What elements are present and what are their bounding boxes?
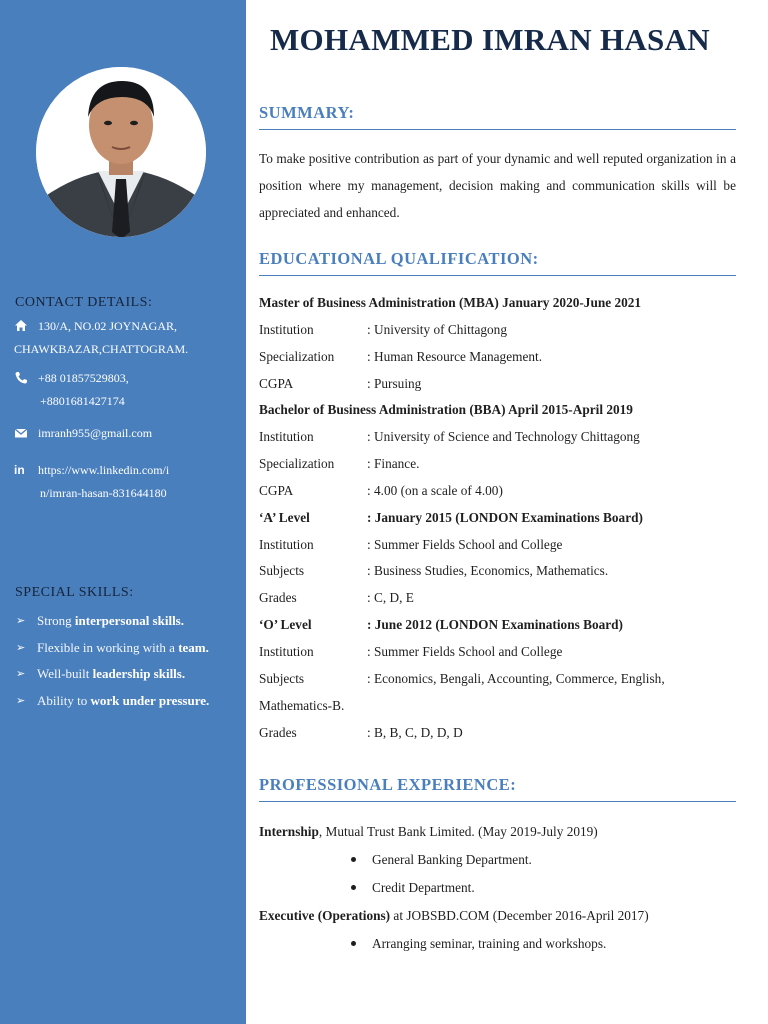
contact-heading: CONTACT DETAILS:: [15, 295, 153, 310]
portrait-image: [36, 67, 206, 237]
sidebar: [0, 0, 246, 1024]
home-icon: [14, 317, 32, 331]
skill-item: ➢ Flexible in working with a team.: [16, 635, 236, 662]
job-1-item: Credit Department.: [259, 874, 736, 902]
edu-row: Grades : C, D, E: [259, 590, 414, 606]
experience-heading: PROFESSIONAL EXPERIENCE:: [259, 775, 736, 802]
job-1-item: General Banking Department.: [259, 846, 736, 874]
arrow-bullet-icon: ➢: [16, 694, 26, 707]
linkedin-line-2[interactable]: n/imran-hasan-831644180: [40, 486, 167, 500]
candidate-name: MOHAMMED IMRAN HASAN: [270, 22, 710, 57]
address-line-2: CHAWKBAZAR,CHATTOGRAM.: [14, 342, 189, 356]
job-1: Internship, Mutual Trust Bank Limited. (May 2019-July 2019): [259, 824, 598, 839]
skills-heading: SPECIAL SKILLS:: [15, 585, 134, 600]
edu-row: Institution : Summer Fields School and College: [259, 643, 563, 659]
alevel-title: ‘A’ Level : January 2015 (LONDON Examinations Board): [259, 509, 643, 525]
bullet-dot-icon: [351, 941, 356, 946]
summary-text: To make positive contribution as part of your dynamic and well reputed organization in a position where my management, decision making and communication skills will be appreciated and enhanced.: [259, 151, 736, 220]
job-2-item: Arranging seminar, training and workshops.: [259, 930, 736, 958]
edu-row: Specialization : Human Resource Management.: [259, 348, 543, 364]
contact-email: [14, 422, 234, 445]
edu-row: Grades : B, B, C, D, D, D: [259, 724, 463, 740]
phone-icon: [14, 369, 32, 383]
skill-item: ➢ Well-built leadership skills.: [16, 661, 236, 688]
arrow-bullet-icon: ➢: [16, 641, 26, 654]
edu-row: CGPA : 4.00 (on a scale of 4.00): [259, 482, 503, 498]
mba-title: Master of Business Administration (MBA) January 2020-June 2021: [259, 295, 642, 310]
phone-number-1[interactable]: +88 01857529803,: [38, 371, 129, 385]
contact-address: [14, 315, 234, 361]
olevel-title: ‘O’ Level : June 2012 (LONDON Examinations Board): [259, 617, 623, 633]
edu-row: Subjects : Economics, Bengali, Accounting, Commerce, English,: [259, 670, 665, 686]
contact-linkedin: [14, 459, 234, 505]
edu-row: Specialization : Finance.: [259, 456, 420, 472]
edu-row: Institution : University of Chittagong: [259, 321, 507, 337]
edu-row: Institution : Summer Fields School and College: [259, 536, 563, 552]
edu-row: Institution : University of Science and Technology Chittagong: [259, 429, 640, 445]
svg-text:in: in: [14, 463, 25, 476]
education-heading: EDUCATIONAL QUALIFICATION:: [259, 249, 736, 276]
bullet-dot-icon: [351, 885, 356, 890]
bba-title: Bachelor of Business Administration (BBA) April 2015-April 2019: [259, 402, 633, 418]
linkedin-icon: [14, 461, 32, 475]
edu-row: Subjects : Business Studies, Economics, Mathematics.: [259, 563, 609, 579]
skill-item: ➢ Ability to work under pressure.: [16, 688, 236, 715]
experience-section: [259, 818, 736, 958]
linkedin-line-1[interactable]: https://www.linkedin.com/i: [38, 463, 170, 477]
skill-item: ➢ Strong interpersonal skills.: [16, 608, 236, 635]
contact-phone: [14, 367, 234, 413]
arrow-bullet-icon: ➢: [16, 615, 26, 627]
phone-number-2[interactable]: +8801681427174: [40, 394, 125, 408]
email-link[interactable]: imranh955@gmail.com: [38, 426, 153, 440]
bullet-dot-icon: [351, 857, 356, 862]
summary-heading: SUMMARY:: [259, 103, 736, 130]
address-line-1: 130/A, NO.02 JOYNAGAR,: [38, 319, 178, 333]
skills-list: [16, 608, 236, 714]
edu-row: Mathematics-B.: [259, 697, 345, 713]
arrow-bullet-icon: ➢: [16, 668, 26, 680]
profile-photo: [36, 67, 206, 237]
job-2: Executive (Operations) at JOBSBD.COM (December 2016-April 2017): [259, 908, 649, 923]
mail-icon: [14, 424, 32, 438]
edu-row: CGPA : Pursuing: [259, 375, 422, 391]
education-section: [259, 290, 736, 746]
